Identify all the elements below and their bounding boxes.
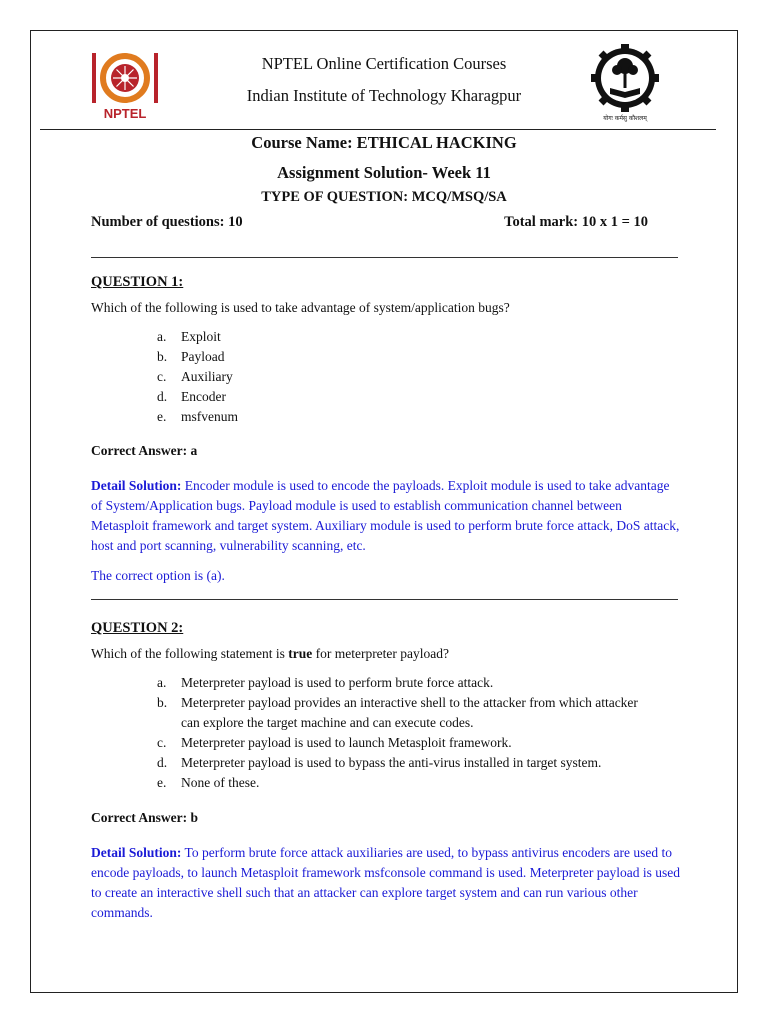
question-1-conclusion: The correct option is (a). <box>91 568 225 583</box>
option-item: c. Auxiliary <box>157 369 233 384</box>
header-line-1: NPTEL Online Certification Courses <box>261 54 507 73</box>
option-item: d. Meterpreter payload is used to bypass the anti-virus installed in target system. <box>157 755 602 770</box>
assignment-title: Assignment Solution- Week 11 <box>277 163 491 182</box>
header-divider <box>40 129 716 130</box>
option-item: e. None of these. <box>157 775 260 790</box>
question-type: TYPE OF QUESTION: MCQ/MSQ/SA <box>261 189 507 205</box>
question-2-heading: QUESTION 2: <box>91 620 184 636</box>
section-divider <box>91 257 678 258</box>
option-item: e. msfvenum <box>157 409 238 424</box>
marks-row <box>91 214 648 231</box>
option-item: d. Encoder <box>157 389 226 404</box>
section-divider <box>91 599 678 600</box>
course-name: Course Name: ETHICAL HACKING <box>251 133 517 152</box>
solution-text: Encoder module is used to encode the payloads. Exploit module is used to take advantage of System/Application bugs. Payload module is used to establish communication channel between Metasploit framework and target system. Auxiliary module is used to perform brute force attack, DoS attack, host and port scanning, vulnerability scanning, etc. <box>91 478 680 553</box>
num-questions: Number of questions: 10 <box>91 214 243 230</box>
option-item: a. Meterpreter payload is used to perform brute force attack. <box>157 675 494 690</box>
nptel-logo-text: NPTEL <box>103 106 147 121</box>
option-item: b. Payload <box>157 349 225 364</box>
question-1-text: Which of the following is used to take advantage of system/application bugs? <box>91 300 510 315</box>
question-1-options <box>157 327 657 427</box>
question-1-heading: QUESTION 1: <box>91 274 184 290</box>
solution-label: Detail Solution: <box>91 478 182 493</box>
question-2-options <box>157 673 657 793</box>
iit-kgp-motto: योगः कर्मसु कौशलम् <box>603 115 647 122</box>
total-mark: Total mark: 10 x 1 = 10 <box>504 214 648 230</box>
option-item: a. Exploit <box>157 329 221 344</box>
option-item: c. Meterpreter payload is used to launch Metasploit framework. <box>157 735 512 750</box>
option-item: b. Meterpreter payload provides an interactive shell to the attacker from which attacker can explore the target machine and can execute codes. <box>157 695 638 730</box>
question-2-answer: Correct Answer: b <box>91 810 198 825</box>
question-1-solution <box>91 476 681 556</box>
question-1-answer: Correct Answer: a <box>91 443 198 458</box>
solution-text: To perform brute force attack auxiliaries are used, to bypass antivirus encoders are used to encode payloads, to launch Metasploit framework msfconsole command is used. Meterpreter payload is used to create an interactive shell such that an attacker can explore target system and can run various other commands. <box>91 845 680 920</box>
question-2-text: Which of the following statement is true for meterpreter payload? <box>91 646 450 661</box>
header-line-2: Indian Institute of Technology Kharagpur <box>246 86 522 105</box>
iit-kgp-logo-icon <box>590 42 660 122</box>
question-2-solution <box>91 843 681 923</box>
solution-label: Detail Solution: <box>91 845 182 860</box>
